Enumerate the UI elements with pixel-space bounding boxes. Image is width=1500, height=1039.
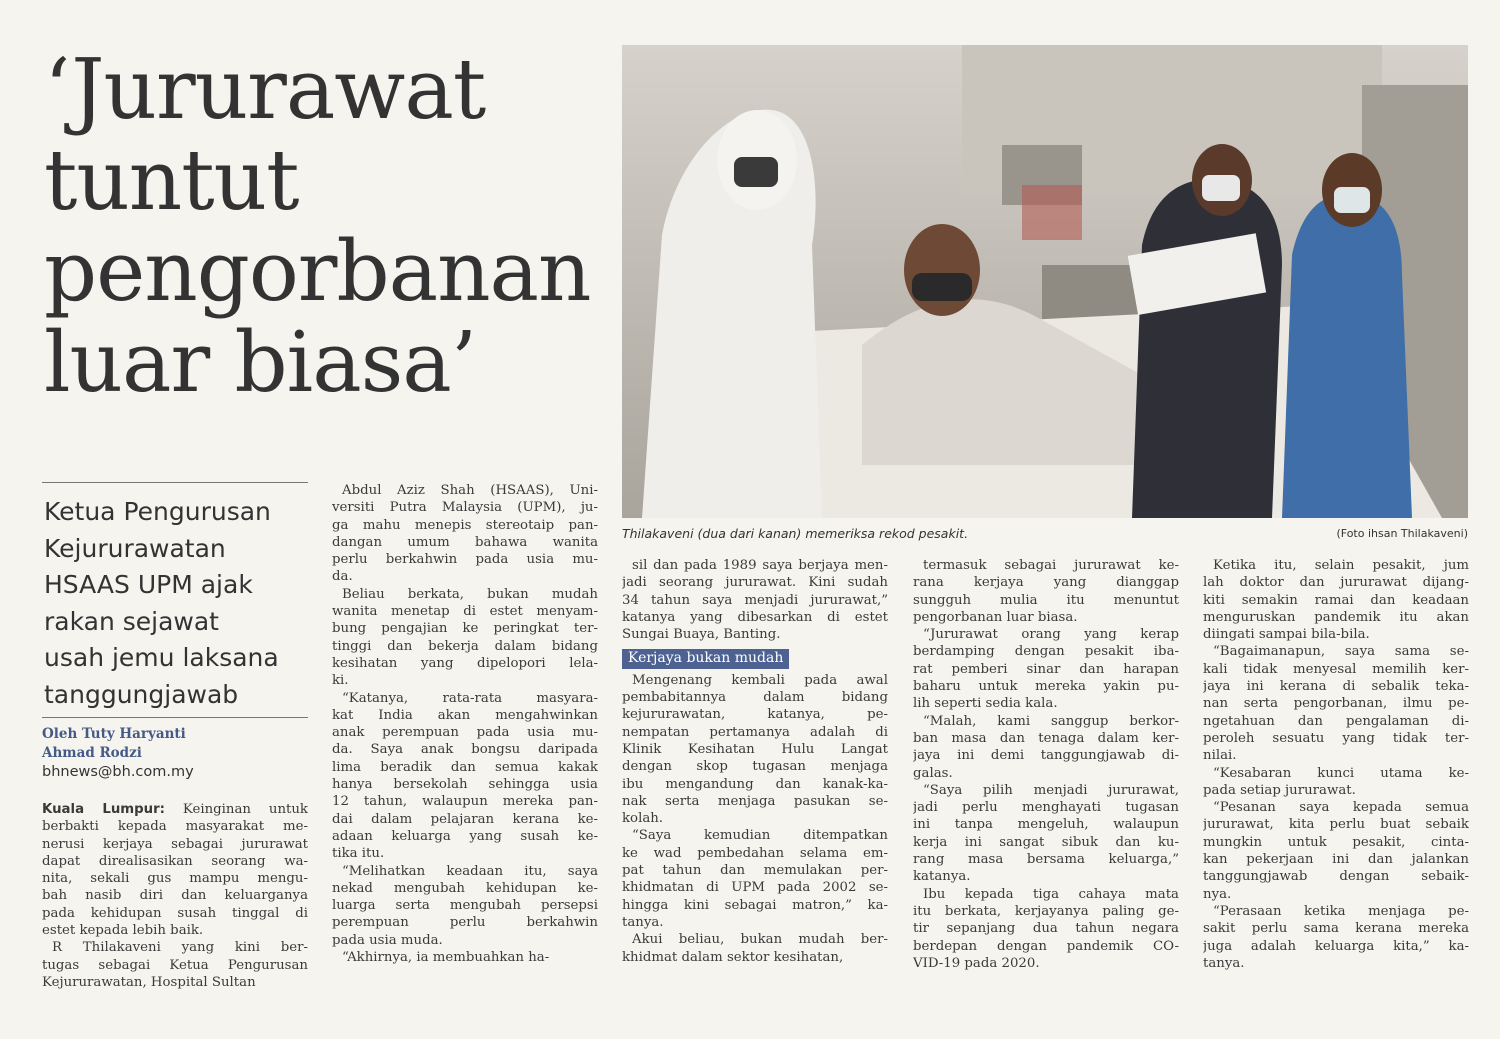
- photo-credit: (Foto ihsan Thilakaveni): [1336, 527, 1468, 540]
- text-line: jadi seorang jururawat. Kini sudah: [622, 575, 888, 591]
- text-line: kali tidak menyesal memilih ker-: [1203, 661, 1469, 677]
- text-line: nekad mengubah kehidupan ke-: [332, 880, 598, 896]
- text-run: Keinginan untuk: [165, 802, 308, 817]
- deck-top-rule: [42, 482, 308, 483]
- text-line: pembabitannya dalam bidang: [622, 690, 888, 706]
- text-line: dengan skop tugasan menjaga: [622, 759, 888, 775]
- text-line: kesihatan yang dipelopori lela-: [332, 655, 598, 671]
- text-line: nya.: [1203, 886, 1232, 902]
- paragraph: [332, 949, 598, 966]
- text-line: berdamping dengan pesakit iba-: [913, 644, 1179, 660]
- byline-rule: [42, 717, 308, 718]
- text-line: estet kepada lebih baik.: [42, 923, 204, 939]
- text-line: sil dan pada 1989 saya berjaya men-: [632, 558, 888, 573]
- text-line: dapat direalisasikan seorang wa-: [42, 853, 308, 869]
- text-line: adaan keluarga yang susah ke-: [332, 828, 598, 844]
- text-line: “Kesabaran kunci utama ke-: [1213, 765, 1469, 781]
- text-line: berbakti kepada masyarakat me-: [42, 819, 308, 835]
- text-line: ngetahuan dan pengalaman di-: [1203, 713, 1469, 729]
- paragraph: [913, 626, 1179, 712]
- text-line: jururawat, kita perlu buat sebaik: [1203, 817, 1469, 833]
- paragraph: [1203, 765, 1469, 800]
- text-line: diingati sampai bila-bila.: [1203, 627, 1370, 643]
- text-line: Beliau berkata, bukan mudah: [342, 586, 598, 602]
- text-line: anak perempuan pada usia mu-: [332, 725, 598, 741]
- headline-line: tuntut: [44, 132, 299, 229]
- deck-line: usah jemu laksana: [44, 643, 279, 672]
- text-line: nan serta pengorbanan, ilmu pe-: [1203, 696, 1469, 712]
- photo-caption: Thilakaveni (dua dari kanan) memeriksa rekod pesakit.: [622, 526, 969, 541]
- paragraph: [622, 931, 888, 966]
- text-line: tinggi dan bekerja dalam bidang: [332, 638, 598, 654]
- text-line: da.: [332, 569, 353, 585]
- text-line: rat pemberi sinar dan harapan: [913, 661, 1179, 677]
- text-line: kolah.: [622, 811, 664, 827]
- deck: [44, 494, 309, 713]
- paragraph: [1203, 799, 1469, 903]
- text-line: ki.: [332, 673, 349, 689]
- text-line: “Bagaimanapun, saya sama se-: [1213, 644, 1469, 660]
- deck-line: rakan sejawat: [44, 606, 219, 636]
- text-line: jaya ini kerana di sebalik teka-: [1203, 679, 1469, 695]
- byline: [42, 725, 186, 763]
- text-line: perlu berkahwin pada usia mu-: [332, 552, 598, 568]
- paragraph: [913, 557, 1179, 626]
- headline-line: ‘Jururawat: [44, 41, 486, 138]
- text-line: katanya yang dibesarkan di estet: [622, 609, 888, 625]
- text-line: nilai.: [1203, 748, 1237, 764]
- text-line: sungguh mulia itu menuntut: [913, 592, 1179, 608]
- text-line: kerja ini sangat sibuk dan ku-: [913, 834, 1179, 850]
- text-line: “Pesanan saya kepada semua: [1213, 800, 1469, 816]
- text-line: tanggungjawab dengan sebaik-: [1203, 869, 1469, 885]
- text-line: kan pekerjaan ini dan jalankan: [1203, 852, 1469, 868]
- text-line: baharu untuk mereka yakin pu-: [913, 679, 1179, 695]
- text-line: hingga kini sebagai matron,” ka-: [622, 897, 888, 913]
- text-line: ke wad pembedahan selama em-: [622, 845, 888, 861]
- paragraph: [622, 557, 888, 643]
- text-line: “Saya kemudian ditempatkan: [632, 828, 888, 844]
- column-3: [622, 557, 888, 966]
- headline: [44, 41, 614, 411]
- deck-line: Kejururawatan: [44, 533, 226, 563]
- text-line: Abdul Aziz Shah (HSAAS), Uni-: [342, 483, 598, 498]
- text-line: VID-19 pada 2020.: [913, 955, 1040, 971]
- text-line: pat tahun dan memulakan per-: [622, 863, 888, 879]
- headline-line: luar biasa’: [44, 314, 477, 411]
- deck-line: tanggungjawab: [44, 679, 239, 709]
- text-line: pada usia muda.: [332, 932, 443, 948]
- text-line: galas.: [913, 765, 953, 781]
- text-line: khidmat dalam sektor kesihatan,: [622, 949, 844, 965]
- text-line: da. Saya anak bongsu daripada: [332, 742, 598, 758]
- text-line: tanya.: [622, 914, 664, 930]
- byline-author: Ahmad Rodzi: [42, 745, 142, 761]
- text-line: “Katanya, rata-rata masyara-: [342, 690, 598, 706]
- column-4: [913, 557, 1179, 972]
- text-line: “Melihatkan keadaan itu, saya: [342, 863, 598, 879]
- paragraph: [42, 939, 308, 991]
- text-line: “Akhirnya, ia membuahkan ha-: [342, 950, 550, 966]
- text-line: “Jururawat orang yang kerap: [923, 627, 1179, 643]
- column-2: [332, 482, 598, 966]
- section-subhead-wrap: [622, 643, 888, 671]
- byline-author: Oleh Tuty Haryanti: [42, 726, 186, 742]
- text-line: ban masa dan tenaga dalam ker-: [913, 730, 1179, 746]
- text-line: kiti semakin ramai dan keadaan: [1203, 592, 1469, 608]
- paragraph: [1203, 643, 1469, 764]
- text-line: jadi perlu menghayati tugasan: [913, 800, 1179, 816]
- text-line: menguruskan pandemik itu akan: [1203, 609, 1469, 625]
- text-line: lah doktor dan jururawat dijang-: [1203, 575, 1469, 591]
- text-line: mungkin untuk pesakit, cinta-: [1203, 834, 1469, 850]
- paragraph: [1203, 557, 1469, 643]
- hospital-ward-photo: [622, 45, 1468, 518]
- paragraph: [622, 672, 888, 828]
- text-line: khidmatan di UPM pada 2002 se-: [622, 880, 888, 896]
- paragraph: [332, 482, 598, 586]
- paragraph: [42, 801, 308, 818]
- article-photo: [622, 45, 1468, 518]
- text-line: tika itu.: [332, 846, 385, 862]
- text-line: [42, 801, 308, 818]
- dateline: Kuala Lumpur:: [42, 802, 165, 817]
- text-line: juga adalah keluarga kita,” ka-: [1203, 938, 1469, 954]
- text-line: perempuan perlu berkahwin: [332, 915, 598, 931]
- text-line: R Thilakaveni yang kini ber-: [52, 940, 308, 956]
- text-line: “Perasaan ketika menjaga pe-: [1213, 903, 1469, 919]
- text-line: kejururawatan, katanya, pe-: [622, 707, 888, 723]
- text-line: hanya bersekolah sehingga usia: [332, 777, 598, 793]
- paragraph: [332, 586, 598, 690]
- text-line: ini tanpa mengeluh, walaupun: [913, 817, 1179, 833]
- deck-line: HSAAS UPM ajak: [44, 570, 253, 599]
- text-line: termasuk sebagai jururawat ke-: [923, 558, 1179, 573]
- text-line: 34 tahun saya menjadi jururawat,”: [622, 592, 888, 608]
- text-line: “Saya pilih menjadi jururawat,: [923, 782, 1179, 798]
- text-line: bung pengajian ke peringkat ter-: [332, 621, 598, 637]
- text-line: lima beradik dan semua kakak: [332, 759, 598, 775]
- text-line: luarga serta mengubah persepsi: [332, 898, 598, 914]
- text-line: pengorbanan luar biasa.: [913, 609, 1078, 625]
- text-line: berdepan dengan pandemik CO-: [913, 938, 1179, 954]
- text-line: peroleh sesuatu yang tidak ter-: [1203, 730, 1469, 746]
- text-line: sakit perlu sama kerana mereka: [1203, 921, 1469, 937]
- text-line: pada kehidupan susah tinggal di: [42, 905, 308, 921]
- text-line: nempatan pertamanya adalah di: [622, 724, 888, 740]
- paragraph: [622, 827, 888, 931]
- text-line: ibu mengandung dan kanak-ka-: [622, 776, 888, 792]
- text-line: kat India akan mengahwinkan: [332, 707, 598, 723]
- text-line: rana kerjaya yang dianggap: [913, 575, 1179, 591]
- text-line: wanita menetap di estet menyam-: [332, 604, 598, 620]
- text-line: nerusi kerjaya sebagai jururawat: [42, 836, 308, 852]
- paragraph: [913, 782, 1179, 886]
- paragraph: [913, 713, 1179, 782]
- byline-email: bhnews@bh.com.my: [42, 764, 194, 780]
- text-line: nak serta menjaga pasukan se-: [622, 793, 888, 809]
- paragraph: [1203, 903, 1469, 972]
- paragraph: [42, 818, 308, 939]
- paragraph: [332, 863, 598, 949]
- headline-line: pengorbanan: [44, 223, 591, 320]
- text-line: dai dalam pelajaran kerana ke-: [332, 811, 598, 827]
- paragraph: [913, 886, 1179, 972]
- text-line: rang masa bersama keluarga,”: [913, 852, 1179, 868]
- text-line: itu berkata, kerjayanya paling ge-: [913, 903, 1179, 919]
- text-line: ga mahu menepis stereotaip pan-: [332, 517, 598, 533]
- text-line: jaya ini demi tanggungjawab di-: [913, 748, 1179, 764]
- text-line: tanya.: [1203, 955, 1245, 971]
- text-line: tir sepanjang dua tahun negara: [913, 921, 1179, 937]
- text-line: pada setiap jururawat.: [1203, 782, 1356, 798]
- text-line: “Malah, kami sanggup berkor-: [923, 713, 1179, 729]
- text-line: bah nasib diri dan keluarganya: [42, 888, 308, 904]
- text-line: nita, sekali gus mampu mengu-: [42, 871, 308, 887]
- text-line: Kejururawatan, Hospital Sultan: [42, 974, 256, 990]
- text-line: lih seperti sedia kala.: [913, 696, 1058, 712]
- text-line: tugas sebagai Ketua Pengurusan: [42, 957, 308, 973]
- text-line: Mengenang kembali pada awal: [632, 672, 888, 688]
- column-1: [42, 801, 308, 991]
- deck-line: Ketua Pengurusan: [44, 497, 271, 526]
- text-line: Ketika itu, selain pesakit, jum: [1213, 558, 1469, 573]
- paragraph: [332, 690, 598, 863]
- text-line: Klinik Kesihatan Hulu Langat: [622, 741, 888, 757]
- text-line: Sungai Buaya, Banting.: [622, 627, 781, 643]
- column-5: [1203, 557, 1469, 972]
- text-line: katanya.: [913, 869, 971, 885]
- section-subhead: Kerjaya bukan mudah: [622, 649, 789, 668]
- text-line: versiti Putra Malaysia (UPM), ju-: [332, 500, 598, 516]
- text-line: Ibu kepada tiga cahaya mata: [923, 886, 1179, 902]
- text-line: Akui beliau, bukan mudah ber-: [632, 932, 888, 948]
- text-line: dangan umum bahawa wanita: [332, 534, 598, 550]
- text-line: 12 tahun, walaupun mereka pan-: [332, 794, 598, 810]
